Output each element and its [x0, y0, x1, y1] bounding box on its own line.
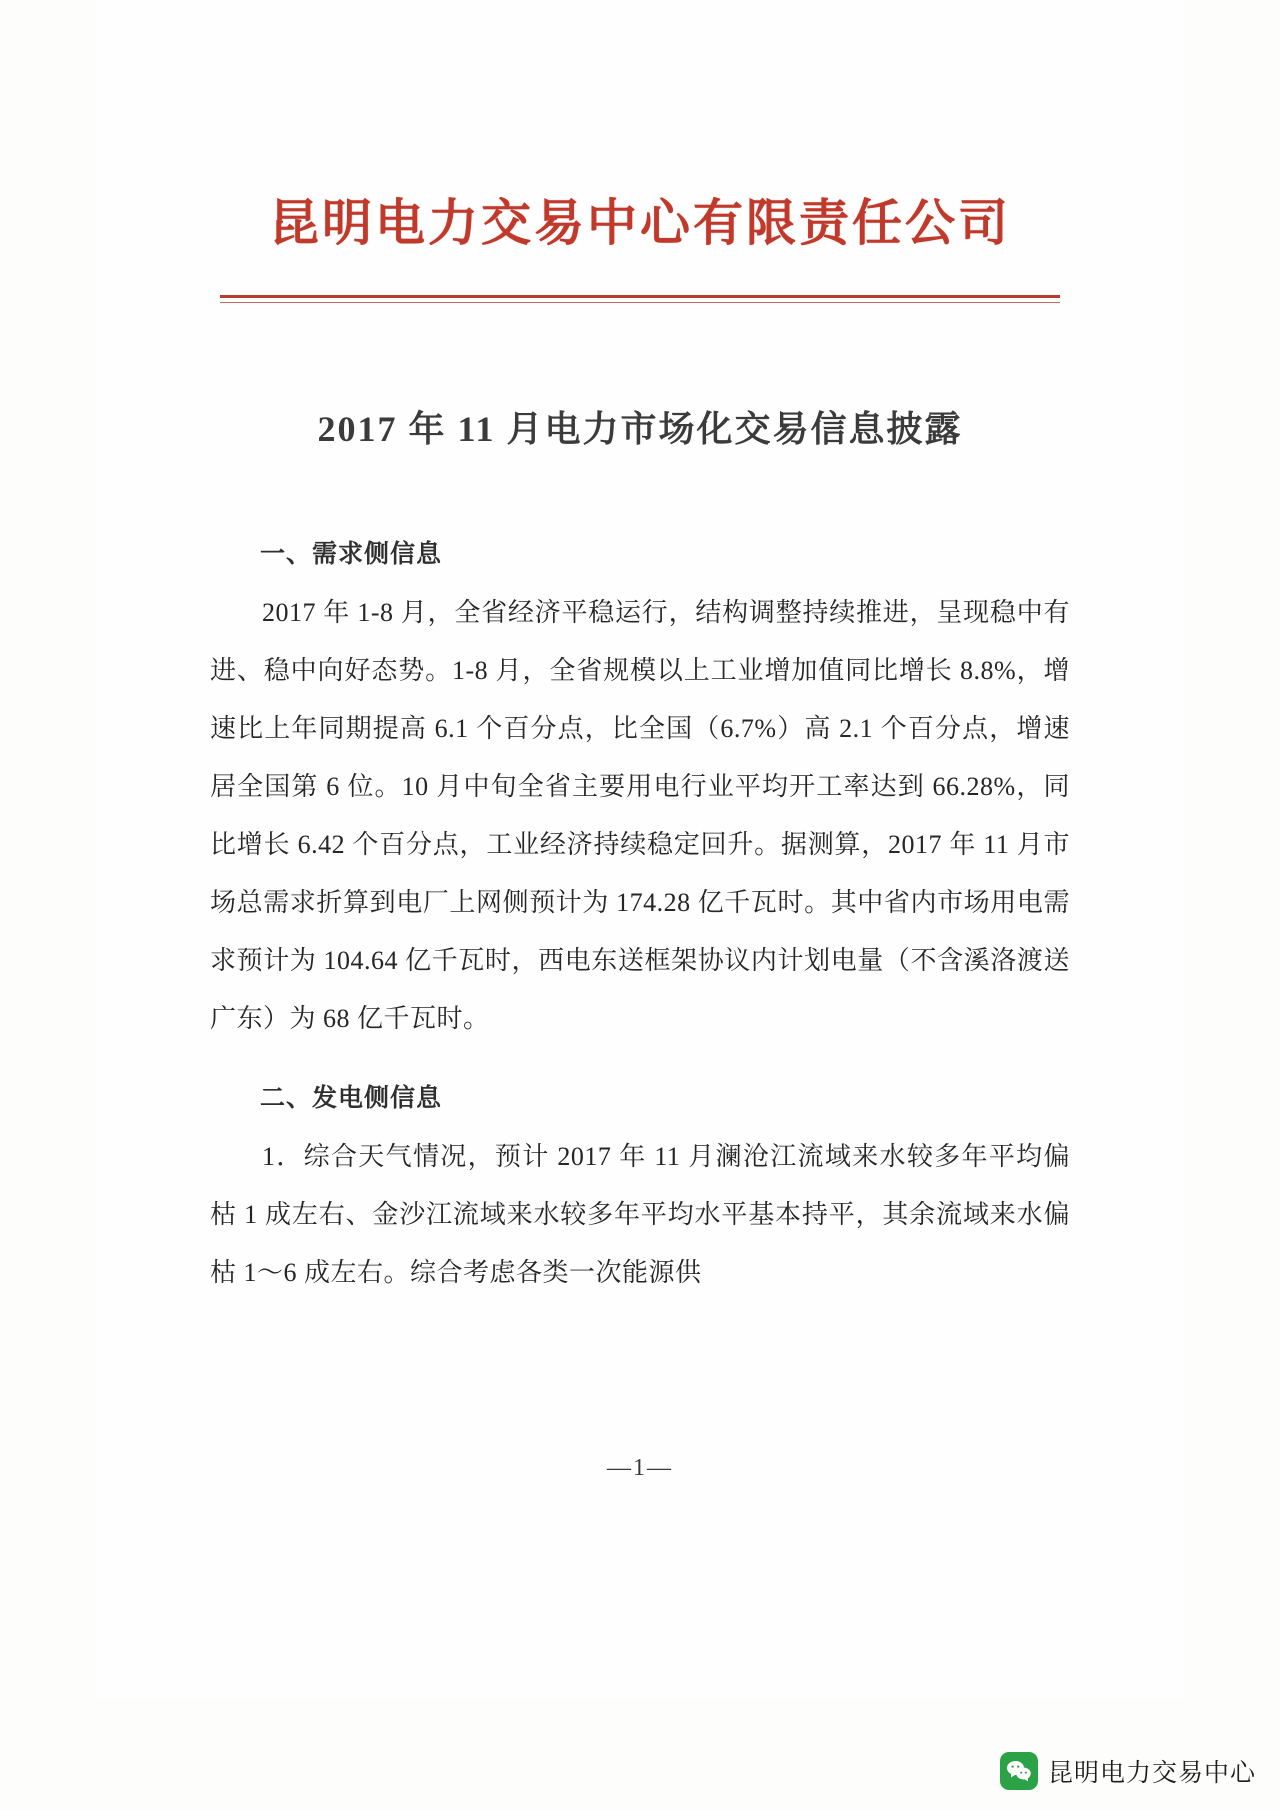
page-title: 2017 年 11 月电力市场化交易信息披露	[317, 409, 963, 449]
page-number: —1—	[607, 1455, 673, 1481]
footer-badge	[1000, 1752, 1256, 1790]
section-paragraph-generation-side: 1．综合天气情况，预计 2017 年 11 月澜沧江流域来水较多年平均偏枯 1 成左右、金沙江流域来水较多年平均水平基本持平，其余流域来水偏枯 1～6 成左右。综合考虑各类一次能源供	[210, 1142, 1070, 1287]
divider-thin-line	[220, 302, 1060, 303]
divider-thick-line	[220, 295, 1060, 298]
document-body	[210, 452, 1070, 1302]
document-sheet	[95, 0, 1185, 1700]
section-heading-demand-side: 一、需求侧信息	[260, 540, 443, 568]
section-heading-generation-side: 二、发电侧信息	[260, 1084, 443, 1112]
footer-label: 昆明电力交易中心	[1047, 1759, 1256, 1787]
wechat-icon	[1000, 1752, 1038, 1790]
section-paragraph-demand-side: 2017 年 1-8 月，全省经济平稳运行，结构调整持续推进，呈现稳中有进、稳中向好态势。1-8 月，全省规模以上工业增加值同比增长 8.8%，增速比上年同期提高 6.1 个百分点，比全国（6.7%）高 2.1 个百分点，增速居全国第 6 位。10 月中旬全省主要用电行业平均开工率达到 66.28%，同比增长 6.42 个百分点，工业经济持续稳定回升。据测算，2017 年 11 月市场总需求折算到电厂上网侧预计为 174.28 亿千瓦时。其中省内市场用电需求预计为 104.64 亿千瓦时，西电东送框架协议内计划电量（不含溪洛渡送广东）为 68 亿千瓦时。	[210, 598, 1070, 1033]
letterhead-divider	[220, 295, 1060, 303]
letterhead-company-name: 昆明电力交易中心有限责任公司	[269, 195, 1011, 251]
letterhead	[95, 0, 1185, 303]
